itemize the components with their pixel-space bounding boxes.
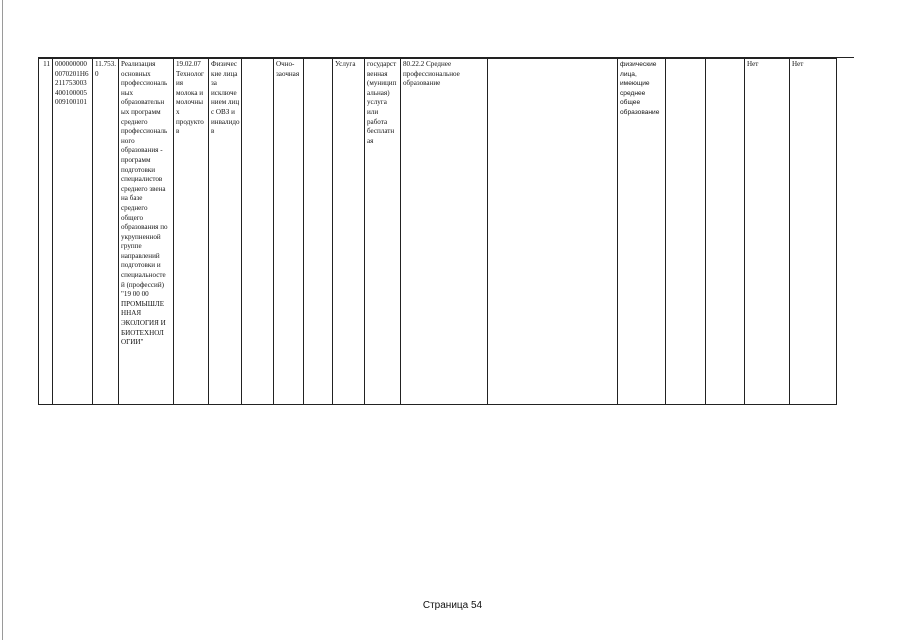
empty-cell xyxy=(488,59,618,405)
code-cell: 11.753. 0 xyxy=(93,59,119,405)
no-cell-2: Нет xyxy=(790,59,837,405)
row-number: 11 xyxy=(39,59,53,405)
empty-cell xyxy=(304,59,333,405)
okved-cell: 80.22.2 Среднее профессиональное образование xyxy=(401,59,488,405)
registry-code: 000000000 0070201Н6 211753003 400100005 009100101 xyxy=(53,59,93,405)
scan-edge-line xyxy=(2,0,3,640)
form-cell: Очно- заочная xyxy=(274,59,304,405)
service-name: Реализация основных профессиональ ных образовательн ых программ среднего профессиональ ного образования - программ подготовки специалистов среднего звена на базе среднего общего образования по укрупненной группе направлений подготовки и специальносте й (профессий) "19 00 00 ПРОМЫШЛЕ ННАЯ ЭКОЛОГИЯ И БИОТЕХНОЛ ОГИИ" xyxy=(119,59,174,405)
service-kind-cell: государст венная (муницип альная) услуга или работа бесплатн ая xyxy=(365,59,401,405)
consumers-cell: Физичес кие лица за исключе нием лиц с ОВЗ и инвалидо в xyxy=(209,59,242,405)
empty-cell xyxy=(242,59,274,405)
page-footer: Страница 54 xyxy=(422,600,483,611)
registry-table xyxy=(38,58,837,405)
table-row xyxy=(39,59,837,405)
specialty-cell: 19.02.07 Технолог ия молока и молочны х продукто в xyxy=(174,59,209,405)
category-cell: физические лица, имеющие среднее общее образование xyxy=(618,59,666,405)
no-cell-1: Нет xyxy=(745,59,790,405)
type-cell: Услуга xyxy=(333,59,365,405)
empty-cell xyxy=(706,59,745,405)
empty-cell xyxy=(666,59,706,405)
